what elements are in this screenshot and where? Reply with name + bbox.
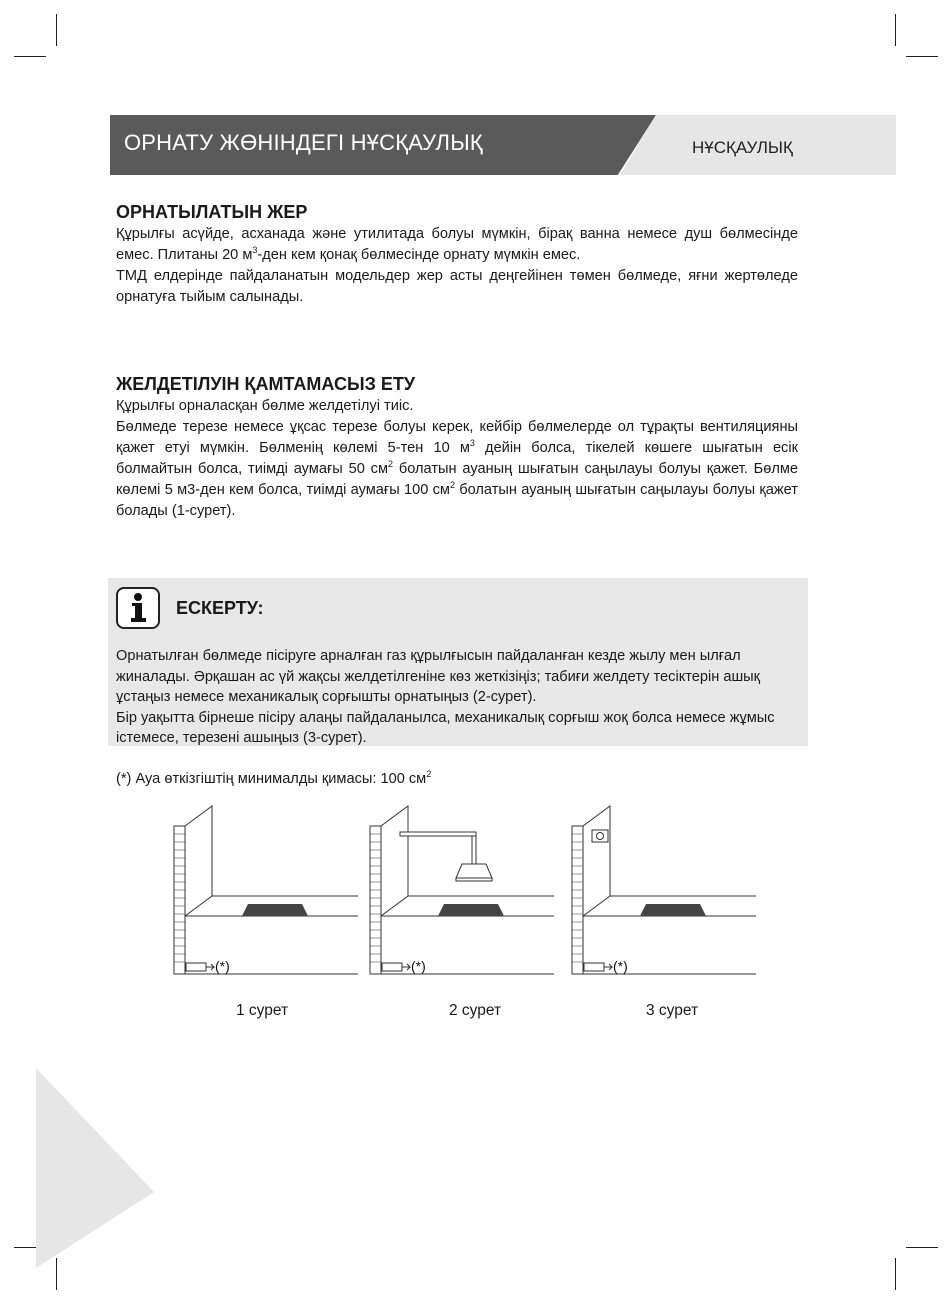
paragraph: Бөлмеде терезе немесе ұқсас терезе болуы керек, кейбір бөлмелерде ол тұрақты вентиляцияны қажет етуі мүмкін. Бөлменің көлемі 5-тен 10 $м^3$ дейін болса, тікелей көшеге шығатын есік болмайтын болса, тиімді аумағы 50 $см^2$ болатын ауаның шығатын саңылауы болуы қажет. Бөлме көлемі 5 м3-ден кем болса, тиімді аумағы 100 $см^2$ болатын ауаның шығатын саңылауы болуы қажет болады (1-сурет). [116, 419, 799, 519]
paragraph: Құрылғы орналасқан бөлме желдетілуі тиіс. [116, 398, 414, 414]
crop-mark [895, 14, 896, 46]
paragraph: Бір уақытта бірнеше пісіру алаңы пайдаланылса, механикалық сорғыш жоқ болса немесе жұмыс істемесе, терезені ашыңыз (3-сурет). [116, 709, 775, 746]
figure-caption-2: 2 сурет [449, 1002, 502, 1019]
section-body-ventilation [116, 396, 798, 522]
crop-mark [56, 1258, 57, 1290]
paragraph: Орнатылған бөлмеде пісіруге арналған газ құрылғысын пайдаланған кезде жылу мен ылғал жиналады. Әрқашан ас үй жақсы желдетілгеніне көз жеткізіңіз; табиғи желдету тесіктерін ашық ұстаңыз немесе механикалық сорғышты орнатыңыз (2-сурет). [116, 648, 761, 705]
section-heading-ventilation: ЖЕЛДЕТІЛУІН ҚАМТАМАСЫЗ ЕТУ [116, 374, 416, 394]
figure-2-diagram [364, 800, 554, 980]
figure-caption-3: 3 сурет [646, 1002, 699, 1019]
section-body-location [116, 224, 798, 308]
figure-3-diagram [566, 800, 756, 980]
paragraph: Құрылғы асүйде, асханада және утилитада болуы мүмкін, бірақ ванна немесе душ бөлмесінде емес. Плитаны 20 $м^3$-ден кем қонақ бөлмесінде орнату мүмкін емес. [116, 226, 798, 263]
corner-decoration [36, 1068, 154, 1268]
figure-marker: (*) [613, 958, 628, 974]
figure-1-diagram [168, 800, 358, 980]
crop-mark [895, 1258, 896, 1290]
paragraph: ТМД елдерінде пайдаланатын модельдер жер асты деңгейінен төмен бөлмеде, яғни жертөледе орнатуға тыйым салынады. [116, 268, 798, 305]
header-tab-label: НҰСҚАУЛЫҚ [692, 138, 793, 157]
footnote: (*) Ауа өткізгіштің минималды қимасы: 100 $см^2$ [116, 769, 432, 787]
figure-caption-1: 1 сурет [236, 1002, 289, 1019]
crop-mark [56, 14, 57, 46]
figure-marker: (*) [411, 958, 426, 974]
warning-title: ЕСКЕРТУ: [176, 598, 264, 618]
page-title: ОРНАТУ ЖӨНІНДЕГІ НҰСҚАУЛЫҚ [124, 130, 483, 155]
crop-mark [14, 56, 46, 57]
info-icon [116, 587, 160, 629]
figure-marker: (*) [215, 958, 230, 974]
crop-mark [906, 56, 938, 57]
warning-body [116, 646, 796, 749]
section-heading-location: ОРНАТЫЛАТЫН ЖЕР [116, 202, 308, 222]
crop-mark [906, 1247, 938, 1248]
